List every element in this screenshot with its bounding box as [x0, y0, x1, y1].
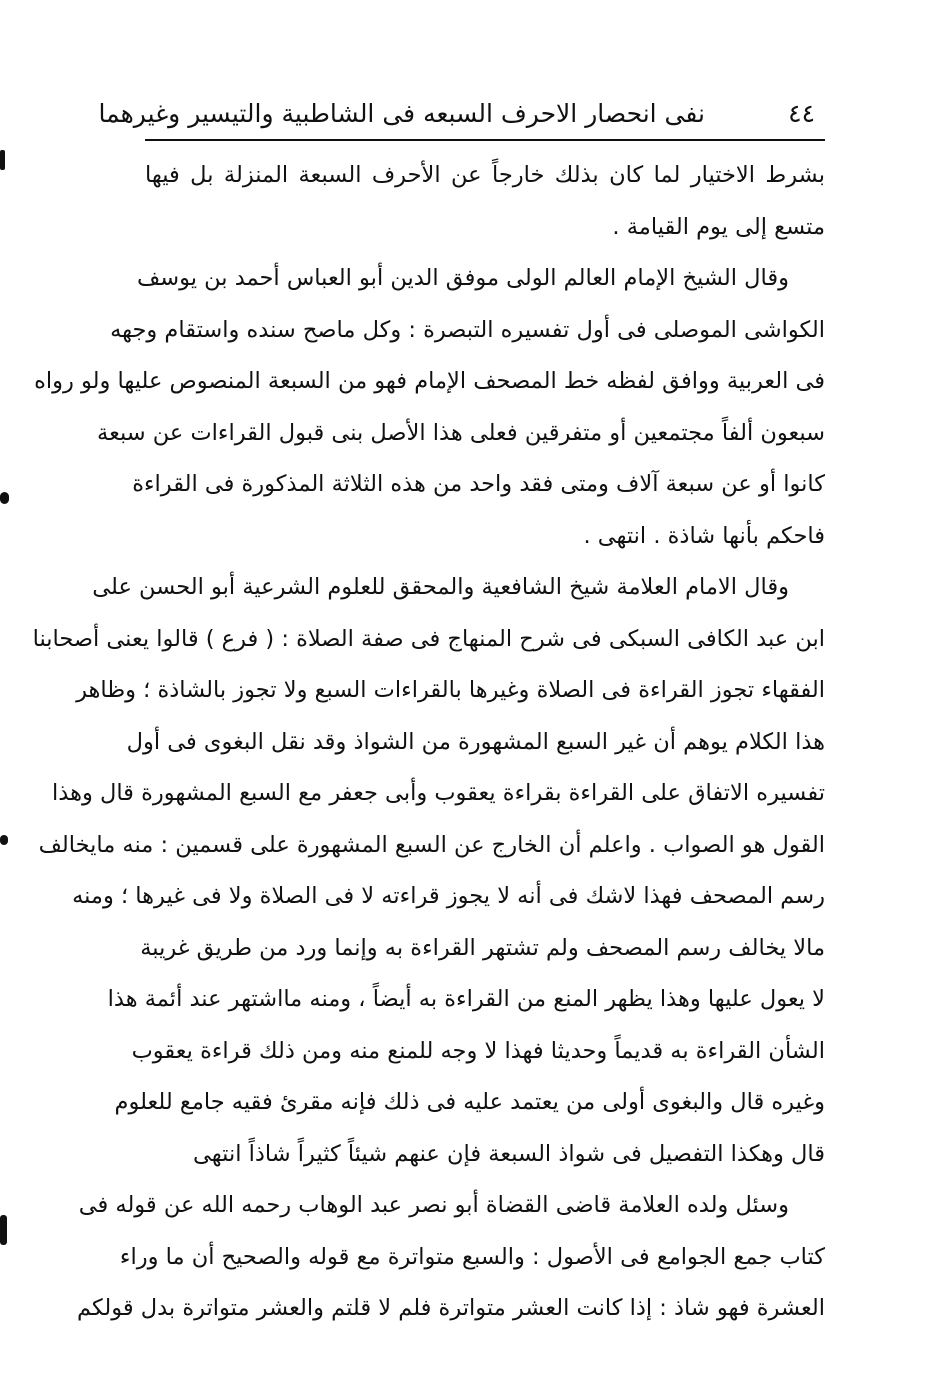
text-line: القول هو الصواب . واعلم أن الخارج عن السبع المشهورة على قسمين : منه مايخالف	[38, 831, 825, 858]
text-line: فى العربية ووافق لفظه خط المصحف الإمام فهو من السبعة المنصوص عليها ولو رواه	[34, 368, 825, 394]
text-line: وغيره قال والبغوى أولى من يعتمد عليه فى ذلك فإنه مقرئ فقيه جامع للعلوم	[114, 1089, 825, 1115]
text-line: مالا يخالف رسم المصحف ولم تشتهر القراءة به وإنما ورد من طريق غريبة	[140, 934, 825, 961]
text-line: لا يعول عليها وهذا يظهر المنع من القراءة به أيضاً ، ومنه مااشتهر عند أئمة هذا	[107, 986, 825, 1012]
text-line: بشرط الاختيار لما كان بذلك خارجاً عن الأحرف السبعة المنزلة بل فيها	[145, 162, 825, 188]
scan-edge-mark	[0, 835, 8, 845]
text-line: وقال الامام العلامة شيخ الشافعية والمحقق للعلوم الشرعية أبو الحسن على	[92, 574, 789, 600]
text-line: فاحكم بأنها شاذة . انتهى .	[583, 522, 825, 549]
scan-edge-mark	[0, 150, 5, 170]
text-line: قال وهكذا التفصيل فى شواذ السبعة فإن عنهم شيئاً كثيراً شاذاً انتهى	[193, 1140, 825, 1167]
text-line: متسع إلى يوم القيامة .	[612, 213, 825, 240]
text-line: كانوا أو عن سبعة آلاف ومتى فقد واحد من هذه الثلاثة المذكورة فى القراءة	[132, 471, 825, 497]
body-text	[32, 150, 825, 1335]
running-title: نفى انحصار الاحرف السبعه فى الشاطبية والتيسير وغيرهما	[98, 99, 705, 128]
page-header	[98, 96, 825, 136]
text-line: كتاب جمع الجوامع فى الأصول : والسبع متواترة مع قوله والصحيح أن ما وراء	[119, 1243, 825, 1270]
page-number: ٤٤	[788, 99, 815, 128]
text-line: هذا الكلام يوهم أن غير السبع المشهورة من الشواذ وقد نقل البغوى فى أول	[126, 728, 825, 755]
text-line: رسم المصحف فهذا لاشك فى أنه لا يجوز قراءته لا فى الصلاة ولا فى غيرها ؛ ومنه	[72, 883, 825, 909]
text-line: الكواشى الموصلى فى أول تفسيره التبصرة : وكل ماصح سنده واستقام وجهه	[110, 316, 825, 343]
text-line: العشرة فهو شاذ : إذا كانت العشر متواترة فلم لا قلتم والعشر متواترة بدل قولكم	[76, 1295, 825, 1321]
scan-edge-mark	[0, 1215, 7, 1245]
text-line: تفسيره الاتفاق على القراءة بقراءة يعقوب وأبى جعفر مع السبع المشهورة قال وهذا	[52, 780, 825, 806]
text-line: الفقهاء تجوز القراءة فى الصلاة وغيرها بالقراءات السبع ولا تجوز بالشاذة ؛ وظاهر	[76, 677, 825, 703]
text-line: ابن عبد الكافى السبكى فى شرح المنهاج فى صفة الصلاة : ( فرع ) قالوا يعنى أصحابنا	[32, 625, 825, 652]
text-line: سبعون ألفاً مجتمعين أو متفرقين فعلى هذا الأصل بنى قبول القراءات عن سبعة	[97, 419, 825, 446]
text-line: الشأن القراءة به قديماً وحديثا فهذا لا وجه للمنع منه ومن ذلك قراءة يعقوب	[131, 1037, 825, 1064]
header-rule	[145, 139, 825, 141]
text-line: وقال الشيخ الإمام العالم الولى موفق الدين أبو العباس أحمد بن يوسف	[136, 265, 789, 291]
scan-edge-mark	[0, 492, 9, 504]
text-line: وسئل ولده العلامة قاضى القضاة أبو نصر عبد الوهاب رحمه الله عن قوله فى	[78, 1192, 789, 1218]
